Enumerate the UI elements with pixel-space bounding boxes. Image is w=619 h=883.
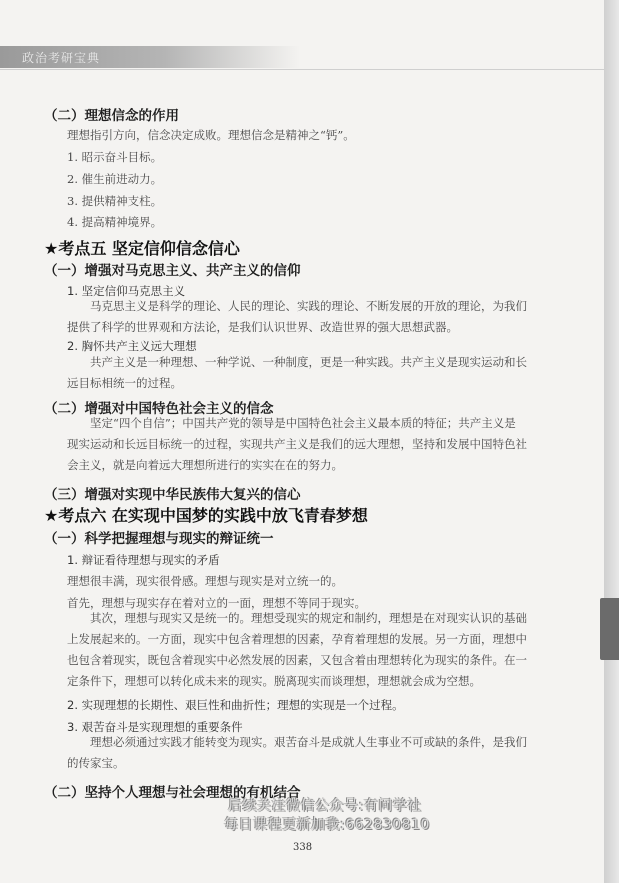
watermark-line: 每日课程更新加我:662830810	[224, 817, 430, 833]
list-item: 2. 催生前进动力。	[67, 172, 163, 186]
topic-heading: ★考点五 坚定信仰信念信心	[44, 239, 240, 258]
paragraph: 理想必须通过实践才能转变为现实。艰苦奋斗是成就人生事业不可或缺的条件，是我们的传家宝。	[67, 735, 527, 770]
body-line: 理想很丰满，现实很骨感。理想与现实是对立统一的。	[67, 574, 343, 588]
subsection-heading: 1. 辩证看待理想与现实的矛盾	[67, 553, 220, 567]
subsection-heading: 1. 坚定信仰马克思主义	[67, 284, 186, 298]
thumb-tab	[600, 598, 619, 660]
body-line: 理想指引方向，信念决定成败。理想信念是精神之“钙”。	[67, 128, 355, 142]
paragraph: 马克思主义是科学的理论、人民的理论、实践的理论、不断发展的开放的理论，为我们提供了科学的世界观和方法论，是我们认识世界、改造世界的强大思想武器。	[67, 299, 527, 334]
watermark-line: 后续关注微信公众号:有问学社	[228, 798, 422, 814]
page-number: 338	[293, 842, 313, 853]
section-heading: （一）增强对马克思主义、共产主义的信仰	[44, 263, 301, 279]
subsection-heading: 2. 实现理想的长期性、艰巨性和曲折性；理想的实现是一个过程。	[67, 698, 404, 712]
section-heading: （一）科学把握理想与现实的辩证统一	[44, 531, 274, 547]
page-edge	[604, 0, 619, 883]
paragraph: 坚定“四个自信”；中国共产党的领导是中国特色社会主义最本质的特征；共产主义是现实运动和长远目标统一的过程，实现共产主义是我们的远大理想，坚持和发展中国特色社会主义，就是向着远大理想所进行的实实在在的努力。	[67, 416, 527, 472]
section-heading: （二）理想信念的作用	[44, 108, 179, 124]
running-header	[0, 46, 300, 68]
paragraph: 其次，理想与现实又是统一的。理想受现实的规定和制约，理想是在对现实认识的基础上发展起来的。一方面，现实中包含着理想的因素，孕育着理想的发展。另一方面，理想中也包含着现实，既包含着现实中必然发展的因素，又包含着由理想转化为现实的条件。在一定条件下，理想可以转化成未来的现实。脱离现实而谈理想，理想就会成为空想。	[67, 611, 527, 688]
body-line: 首先，理想与现实存在着对立的一面，理想不等同于现实。	[67, 596, 366, 610]
paragraph: 共产主义是一种理想、一种学说、一种制度，更是一种实践。共产主义是现实运动和长远目标相统一的过程。	[67, 355, 527, 390]
subsection-heading: 2. 胸怀共产主义远大理想	[67, 339, 197, 353]
section-heading: （二）坚持个人理想与社会理想的有机结合	[44, 785, 301, 801]
topic-heading: ★考点六 在实现中国梦的实践中放飞青春梦想	[44, 506, 368, 525]
section-heading: （二）增强对中国特色社会主义的信念	[44, 401, 274, 417]
list-item: 4. 提高精神境界。	[67, 215, 163, 229]
list-item: 1. 昭示奋斗目标。	[67, 150, 163, 164]
section-heading: （三）增强对实现中华民族伟大复兴的信心	[44, 487, 301, 503]
running-header-title: 政治考研宝典	[22, 51, 101, 65]
list-item: 3. 提供精神支柱。	[67, 194, 163, 208]
header-divider	[0, 69, 604, 70]
subsection-heading: 3. 艰苦奋斗是实现理想的重要条件	[67, 720, 243, 734]
